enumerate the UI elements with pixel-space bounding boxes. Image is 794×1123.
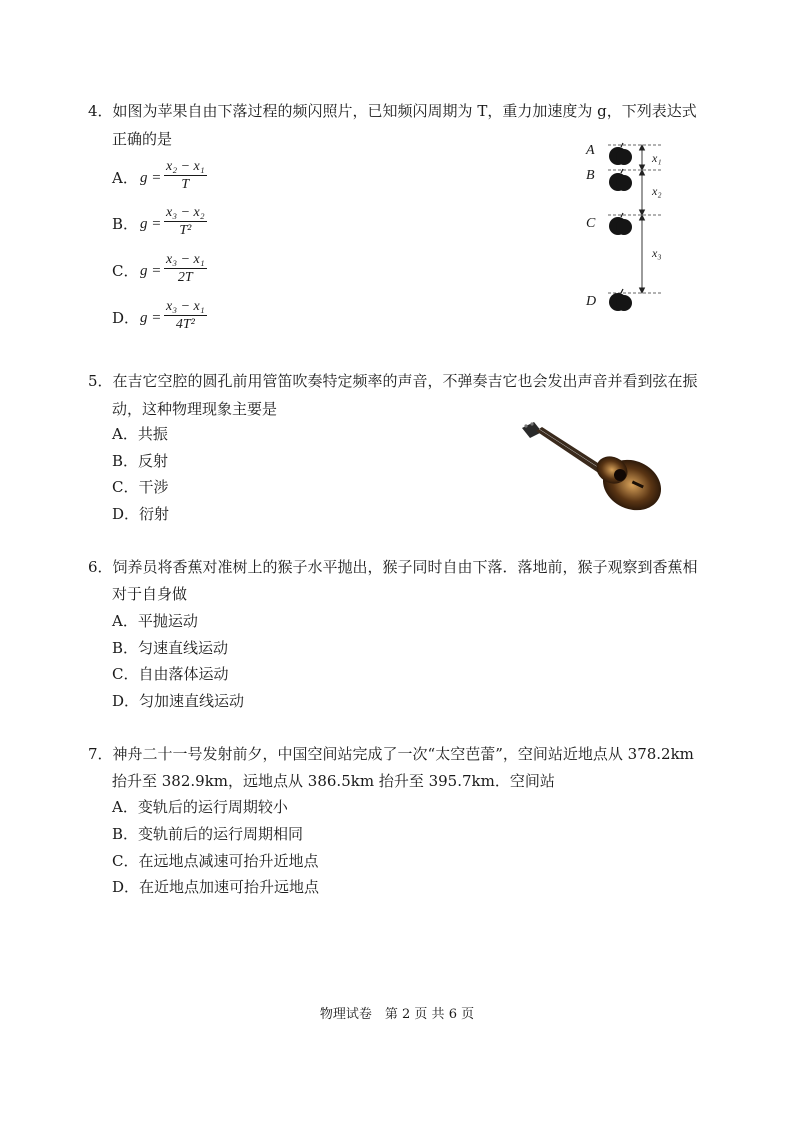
guitar-icon <box>520 420 665 515</box>
point-d-label: D <box>586 294 597 309</box>
g-equals: g = <box>140 216 162 232</box>
q6-option-d: D．匀加速直线运动 <box>112 692 245 710</box>
q4-stem-line1: 4．如图为苹果自由下落过程的频闪照片，已知频闪周期为 T，重力加速度为 g，下列表达式 <box>88 102 697 120</box>
q6-option-a: A．平抛运动 <box>112 612 198 630</box>
g-equals: g = <box>140 170 162 186</box>
denominator: 4T² <box>175 317 195 332</box>
q5-option-b: B．反射 <box>112 452 169 470</box>
q6-stem-line1: 6．饲养员将香蕉对准树上的猴子水平抛出，猴子同时自由下落．落地前，猴子观察到香蕉相 <box>88 558 698 576</box>
denominator: 2T <box>177 270 193 285</box>
q4-stem-line2: 正确的是 <box>112 130 173 148</box>
g-equals: g = <box>140 263 162 279</box>
q7-option-b: B．变轨前后的运行周期相同 <box>112 825 304 843</box>
guitar-illustration <box>520 420 665 515</box>
page-footer: 物理试卷 第 2 页 共 6 页 <box>319 1007 475 1022</box>
q5-option-a: A．共振 <box>112 425 168 443</box>
q7-option-a: A．变轨后的运行周期较小 <box>112 798 288 816</box>
point-c-label: C <box>586 216 596 231</box>
x3-label: x₃ <box>652 246 662 260</box>
point-b-label: B <box>586 168 595 183</box>
formula-fraction <box>164 204 207 239</box>
q7-option-d: D．在近地点加速可抬升远地点 <box>112 878 320 896</box>
denominator: T <box>181 177 190 192</box>
q5-option-d: D．衍射 <box>112 505 170 523</box>
x1-label: x₁ <box>652 151 662 165</box>
q7-stem-line2: 抬升至 382.9km，远地点从 386.5km 抬升至 395.7km．空间站 <box>112 772 555 790</box>
formula-fraction <box>164 298 207 333</box>
option-letter: A． <box>112 169 138 187</box>
x2-label: x₂ <box>652 184 662 198</box>
q5-option-c: C．干涉 <box>112 478 169 496</box>
formula-fraction <box>164 251 207 286</box>
apple-strobe-diagram <box>580 140 690 320</box>
numerator: x₃ − x₂ <box>166 205 205 220</box>
formula-fraction <box>164 158 207 193</box>
option-letter: C． <box>112 262 139 280</box>
q7-stem-line1: 7．神舟二十一号发射前夕，中国空间站完成了一次“太空芭蕾”，空间站近地点从 378.2km <box>88 745 694 763</box>
numerator: x₃ − x₁ <box>166 299 205 314</box>
option-letter: D． <box>112 309 140 327</box>
q5-stem-line1: 5．在吉它空腔的圆孔前用管笛吹奏特定频率的声音，不弹奏吉它也会发出声音并看到弦在振 <box>88 372 698 390</box>
point-a-label: A <box>586 143 595 158</box>
apple-strobe-figure <box>580 140 690 320</box>
option-letter: B． <box>112 215 139 233</box>
g-equals: g = <box>140 310 162 326</box>
q6-stem-line2: 对于自身做 <box>112 585 188 603</box>
q5-stem-line2: 动，这种物理现象主要是 <box>112 400 278 418</box>
q6-option-c: C．自由落体运动 <box>112 665 229 683</box>
q7-option-c: C．在远地点减速可抬升近地点 <box>112 852 319 870</box>
q6-option-b: B．匀速直线运动 <box>112 639 229 657</box>
numerator: x₃ − x₁ <box>166 252 205 267</box>
numerator: x₂ − x₁ <box>166 159 205 174</box>
denominator: T² <box>179 223 192 238</box>
